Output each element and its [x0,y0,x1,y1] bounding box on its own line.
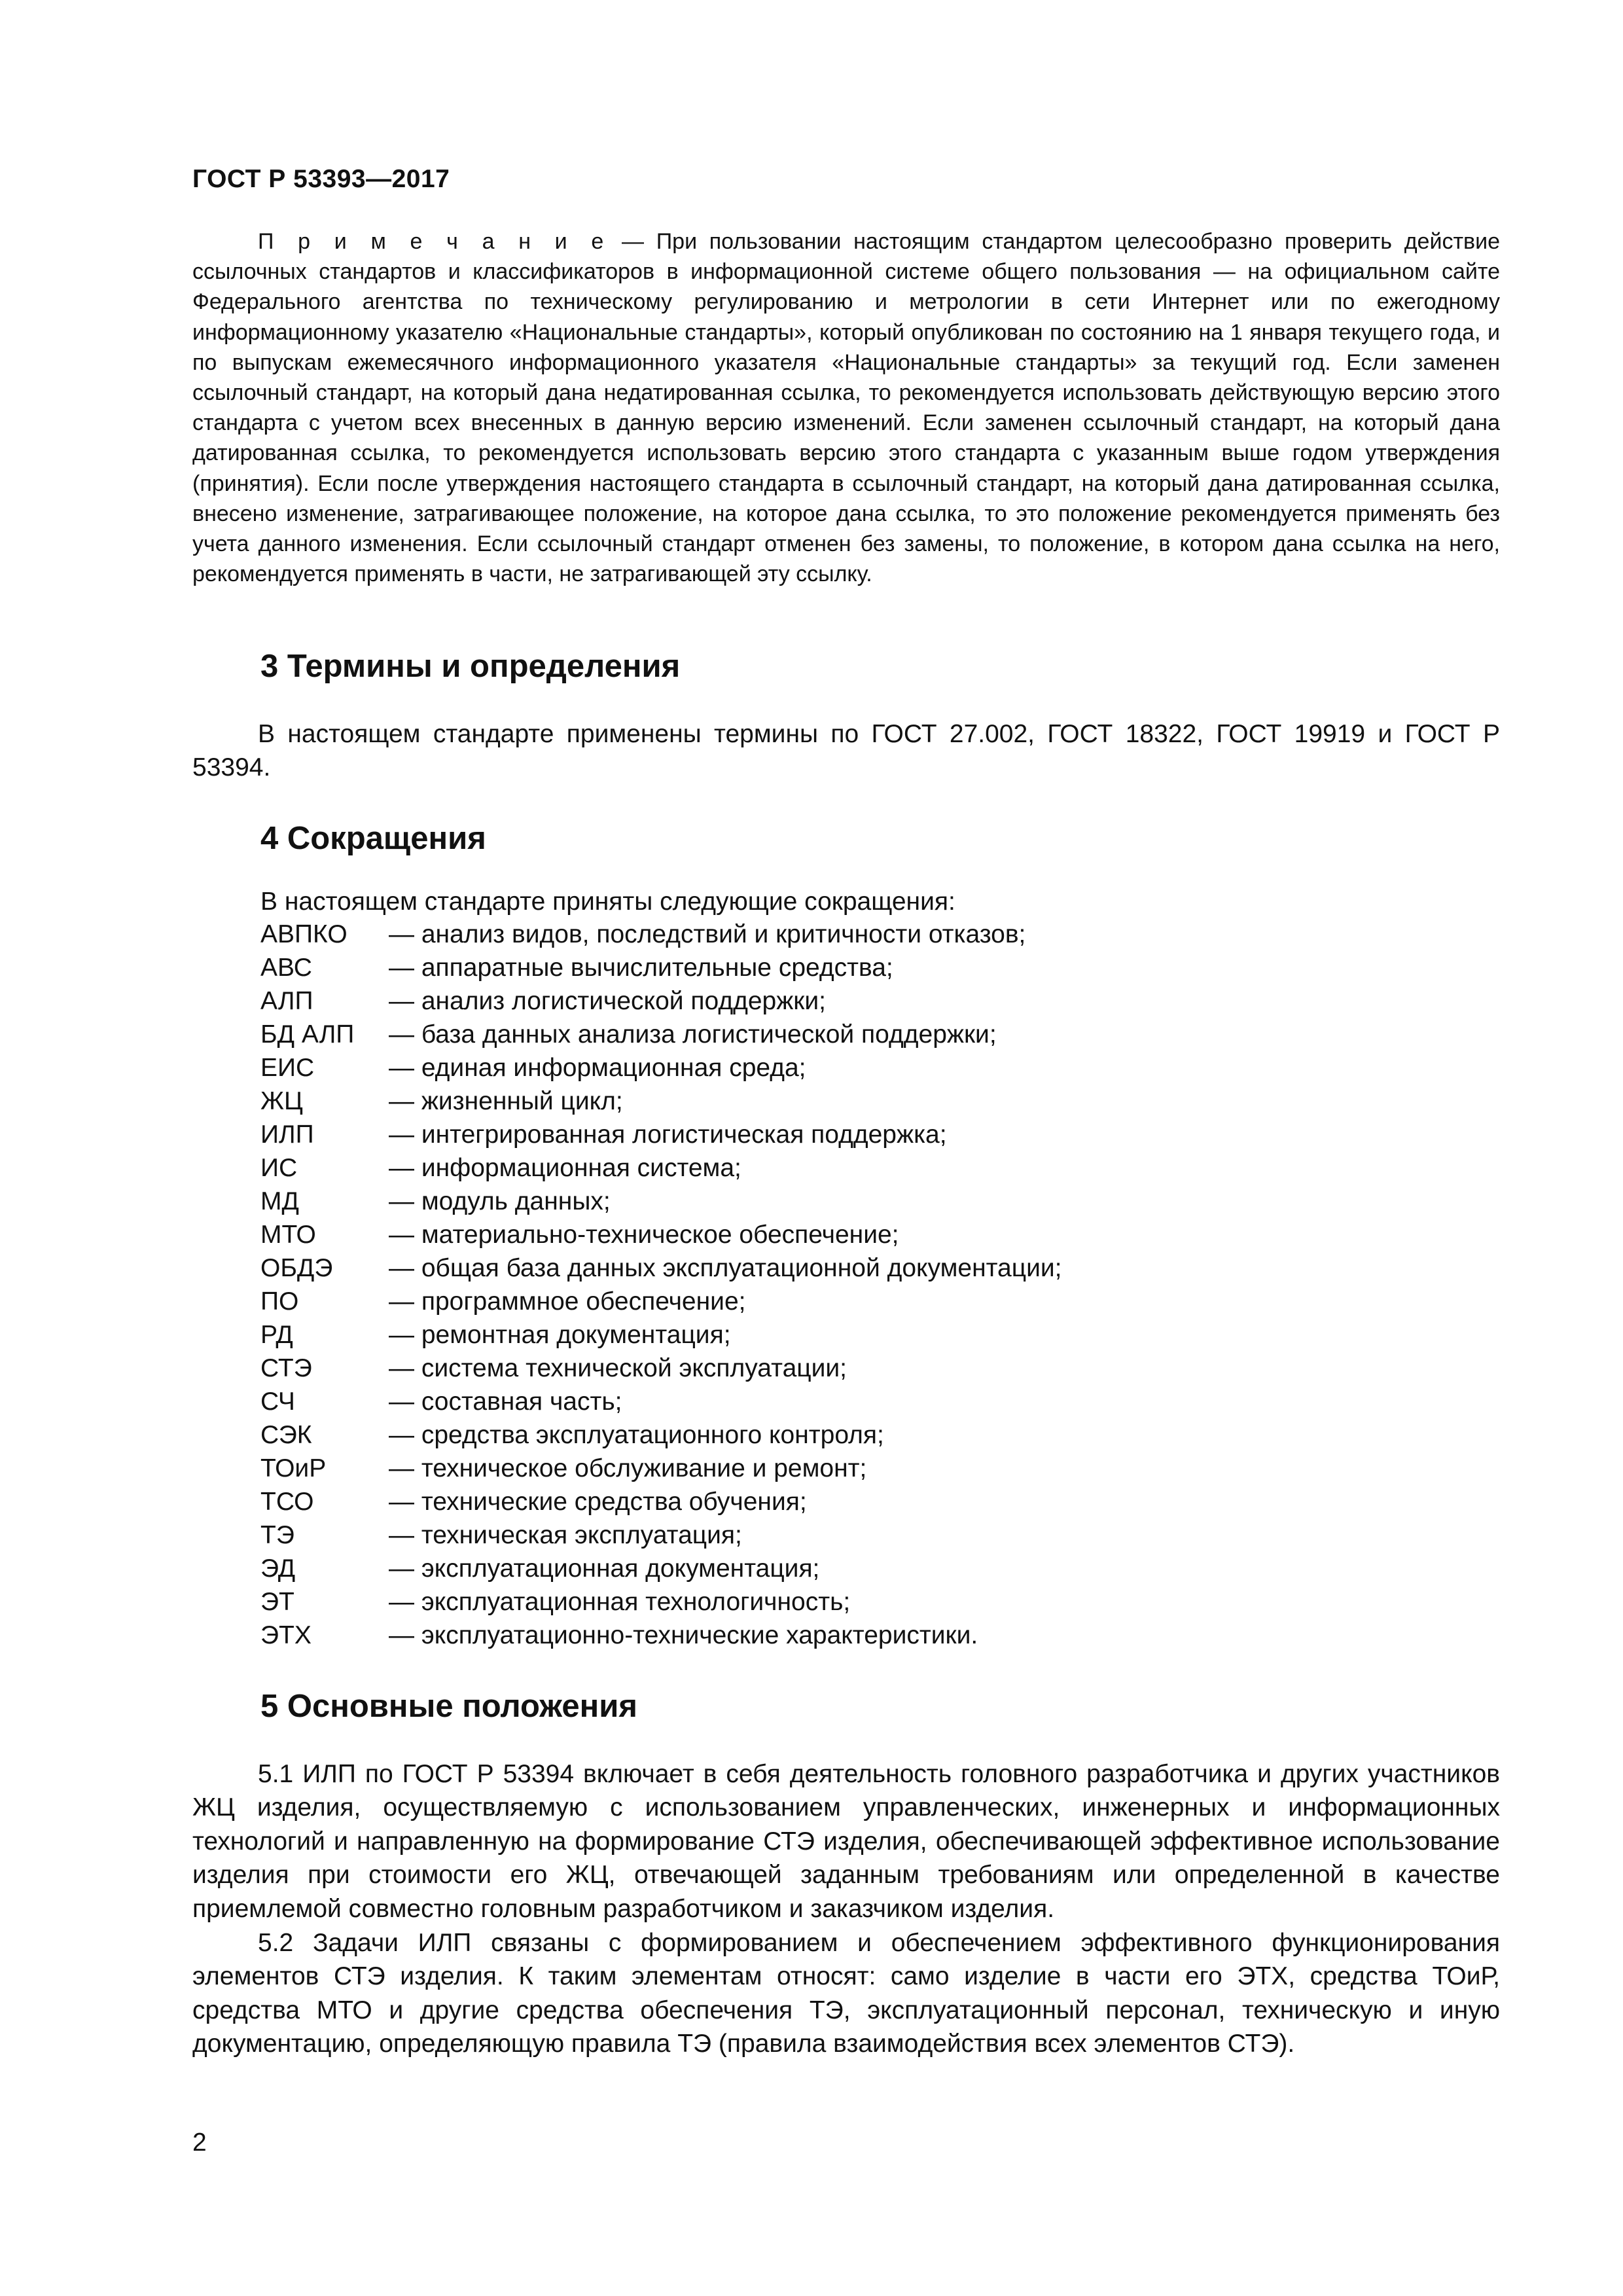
section-5-heading: 5 Основные положения [260,1689,637,1724]
list-item [260,1018,1061,1051]
abbreviation-term: ТОиР [260,1454,327,1482]
abbreviation-definition: — технические средства обучения; [389,1488,807,1516]
list-item [260,1352,1061,1385]
section-3-heading: 3 Термины и определения [260,649,681,684]
list-item [260,1285,1061,1318]
abbreviation-term: МТО [260,1221,316,1249]
abbreviation-term: ПО [260,1287,299,1316]
abbreviation-definition: — интегрированная логистическая поддержка; [389,1121,947,1149]
abbreviation-definition: — анализ видов, последствий и критичности отказов; [389,920,1026,948]
list-item [260,1518,1061,1552]
abbreviation-term: ИЛП [260,1121,314,1149]
page-number: 2 [192,2128,207,2157]
list-item [260,1585,1061,1619]
abbreviation-definition: — модуль данных; [389,1187,611,1215]
abbreviation-term: ЖЦ [260,1087,303,1115]
list-item [260,1452,1061,1485]
list-item [260,1485,1061,1518]
abbreviation-definition: — база данных анализа логистической поддержки; [389,1020,997,1049]
abbreviation-term: ЭД [260,1554,296,1583]
abbreviation-term: АЛП [260,987,313,1015]
list-item [260,1118,1061,1151]
abbreviation-definition: — программное обеспечение; [389,1287,746,1316]
abbreviation-definition: — общая база данных эксплуатационной документации; [389,1254,1062,1282]
list-item [260,1185,1061,1218]
list-item [260,1251,1061,1285]
abbreviation-term: ТЭ [260,1521,294,1549]
list-item [260,1385,1061,1418]
abbreviation-term: СЭК [260,1421,312,1449]
abbreviations-list [260,918,1061,1652]
list-item [260,918,1061,951]
document-header: ГОСТ Р 53393—2017 [192,165,450,193]
abbreviation-term: ЭТХ [260,1621,312,1649]
abbreviation-definition: — техническое обслуживание и ремонт; [389,1454,867,1482]
abbreviation-definition: — жизненный цикл; [389,1087,623,1115]
note-label: П р и м е ч а н и е [258,229,610,254]
abbreviation-definition: — эксплуатационная документация; [389,1554,820,1583]
abbreviation-term: ИС [260,1154,298,1182]
abbreviation-definition: — единая информационная среда; [389,1054,806,1082]
section-4-heading: 4 Сокращения [260,821,486,856]
abbreviation-term: ЭТ [260,1588,294,1616]
list-item [260,1318,1061,1352]
list-item [260,1418,1061,1452]
abbreviation-definition: — материально-техническое обеспечение; [389,1221,899,1249]
reference-note [192,226,1500,589]
abbreviation-definition: — техническая эксплуатация; [389,1521,742,1549]
abbreviation-definition: — эксплуатационно-технические характеристики. [389,1621,978,1649]
list-item [260,1218,1061,1251]
abbreviation-term: ТСО [260,1488,314,1516]
list-item [260,1552,1061,1585]
abbreviation-term: АВС [260,954,312,982]
abbreviation-definition: — аппаратные вычислительные средства; [389,954,893,982]
abbreviation-definition: — составная часть; [389,1388,622,1416]
abbreviation-definition: — ремонтная документация; [389,1321,731,1349]
abbreviation-definition: — эксплуатационная технологичность; [389,1588,851,1616]
abbreviation-term: СЧ [260,1388,295,1416]
list-item [260,1151,1061,1185]
abbreviation-term: РД [260,1321,293,1349]
abbreviation-definition: — система технической эксплуатации; [389,1354,847,1382]
abbreviation-definition: — анализ логистической поддержки; [389,987,826,1015]
abbreviation-definition: — информационная система; [389,1154,741,1182]
abbreviation-term: БД АЛП [260,1020,355,1049]
list-item [260,1619,1061,1652]
list-item [260,1051,1061,1085]
abbreviation-definition: — средства эксплуатационного контроля; [389,1421,884,1449]
abbreviation-term: АВПКО [260,920,348,948]
abbreviations-intro: В настоящем стандарте приняты следующие сокращения: [260,888,955,916]
abbreviation-term: ОБДЭ [260,1254,333,1282]
list-item [260,951,1061,984]
list-item [260,984,1061,1018]
section-3-text: В настоящем стандарте применены термины по ГОСТ 27.002, ГОСТ 18322, ГОСТ 19919 и ГОСТ Р 53394. [192,720,1500,782]
section-5-paragraph-2: 5.2 Задачи ИЛП связаны с формированием и обеспечением эффективного функционирования элементов СТЭ изделия. К таким элементам относят: само изделие в части его ЭТХ, средства ТОиР, средства МТО и другие средства обеспечения ТЭ, эксплуатационный персонал, техническую и иную документацию, определяющую правила ТЭ (правила взаимодействия всех элементов СТЭ). [192,1929,1500,2058]
list-item [260,1085,1061,1118]
note-text: — При пользовании настоящим стандартом целесообразно проверить действие ссылочных стандартов и классификаторов в информационной системе общего пользования — на официальном сайте Федерального агентства по техническому регулированию и метрологии в сети Интернет или по ежегодному информационному указателю «Национальные стандарты», который опубликован по состоянию на 1 января текущего года, и по выпускам ежемесячного информационного указателя «Национальные стандарты» за текущий год. Если заменен ссылочный стандарт, на который дана недатированная ссылка, то рекомендуется использовать действующую версию этого стандарта с учетом всех внесенных в данную версию изменений. Если заменен ссылочный стандарт, на который дана датированная ссылка, то рекомендуется использовать версию этого стандарта с указанным выше годом утверждения (принятия). Если после утверждения настоящего стандарта в ссылочный стандарт, на который дана датированная ссылка, внесено изменение, затрагивающее положение, на которое дана ссылка, то это положение рекомендуется применять без учета данного изменения. Если ссылочный стандарт отменен без замены, то положение, в котором дана ссылка на него, рекомендуется применять в части, не затрагивающей эту ссылку. [192,229,1500,587]
abbreviation-term: ЕИС [260,1054,315,1082]
abbreviation-term: СТЭ [260,1354,312,1382]
abbreviation-term: МД [260,1187,299,1215]
section-5-paragraph-1: 5.1 ИЛП по ГОСТ Р 53394 включает в себя деятельность головного разработчика и других участников ЖЦ изделия, осуществляемую с использованием управленческих, инженерных и информационных технологий и направленную на формирование СТЭ изделия, обеспечивающей эффективное использование изделия при стоимости его ЖЦ, отвечающей заданным требованиям или определенной в качестве приемлемой совместно головным разработчиком и заказчиком изделия. [192,1760,1500,1923]
